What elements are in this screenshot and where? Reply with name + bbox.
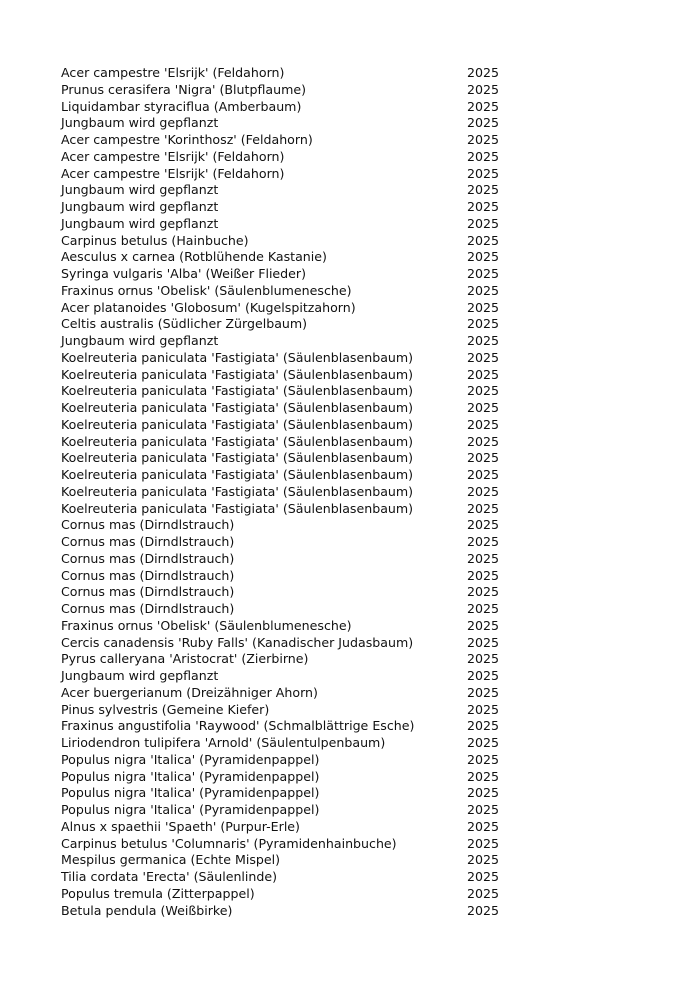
tree-name: Populus nigra 'Italica' (Pyramidenpappel) xyxy=(61,802,320,817)
list-item xyxy=(61,852,501,869)
tree-name: Prunus cerasifera 'Nigra' (Blutpflaume) xyxy=(61,81,307,97)
planting-year: 2025 xyxy=(467,735,500,750)
tree-name: Acer campestre 'Elsrijk' (Feldahorn) xyxy=(61,148,285,164)
list-item xyxy=(61,283,501,300)
list-item xyxy=(61,367,501,384)
tree-name: Mespilus germanica (Echte Mispel) xyxy=(61,852,281,868)
tree-name: Koelreuteria paniculata 'Fastigiata' (Säulenblasenbaum) xyxy=(61,400,414,415)
tree-name: Celtis australis (Südlicher Zürgelbaum) xyxy=(61,316,308,332)
list-item xyxy=(61,434,501,451)
tree-name: Jungbaum wird gepflanzt xyxy=(61,115,219,131)
tree-name: Koelreuteria paniculata 'Fastigiata' (Säulenblasenbaum) xyxy=(61,349,414,365)
planting-year: 2025 xyxy=(467,584,500,600)
planting-year: 2025 xyxy=(467,65,500,80)
planting-year: 2025 xyxy=(467,383,500,399)
planting-year: 2025 xyxy=(467,751,500,767)
planting-year: 2025 xyxy=(467,450,500,466)
tree-name: Fraxinus ornus 'Obelisk' (Säulenblumenesche) xyxy=(61,617,352,633)
planting-year: 2025 xyxy=(467,550,500,566)
planting-year: 2025 xyxy=(467,282,500,298)
tree-name: Cornus mas (Dirndlstrauch) xyxy=(61,567,235,583)
tree-name: Populus nigra 'Italica' (Pyramidenpappel) xyxy=(61,751,320,767)
planting-year: 2025 xyxy=(467,333,500,348)
planting-year: 2025 xyxy=(467,483,500,499)
planting-year: 2025 xyxy=(467,534,500,549)
planting-year: 2025 xyxy=(467,701,500,717)
list-item xyxy=(61,216,501,233)
tree-name: Syringa vulgaris 'Alba' (Weißer Flieder) xyxy=(61,266,307,281)
planting-year: 2025 xyxy=(467,869,500,884)
list-item xyxy=(61,534,501,551)
list-item xyxy=(61,635,501,652)
planting-year: 2025 xyxy=(467,785,500,801)
list-item xyxy=(61,836,501,853)
list-item xyxy=(61,618,501,635)
planting-year: 2025 xyxy=(467,299,500,315)
list-item xyxy=(61,568,501,585)
planting-year: 2025 xyxy=(467,115,500,131)
list-item xyxy=(61,182,501,199)
list-item xyxy=(61,82,501,99)
list-item xyxy=(61,584,501,601)
list-item xyxy=(61,249,501,266)
tree-name: Koelreuteria paniculata 'Fastigiata' (Säulenblasenbaum) xyxy=(61,366,414,382)
list-item xyxy=(61,350,501,367)
list-item xyxy=(61,735,501,752)
tree-name: Cornus mas (Dirndlstrauch) xyxy=(61,601,235,616)
tree-name: Acer campestre 'Elsrijk' (Feldahorn) xyxy=(61,165,285,181)
list-item xyxy=(61,903,501,920)
list-item xyxy=(61,651,501,668)
list-item xyxy=(61,869,501,886)
tree-name: Cercis canadensis 'Ruby Falls' (Kanadischer Judasbaum) xyxy=(61,634,414,650)
planting-year: 2025 xyxy=(467,400,500,415)
tree-name: Acer platanoides 'Globosum' (Kugelspitzahorn) xyxy=(61,299,356,315)
tree-name: Jungbaum wird gepflanzt xyxy=(61,199,219,214)
tree-name: Koelreuteria paniculata 'Fastigiata' (Säulenblasenbaum) xyxy=(61,500,414,516)
tree-name: Koelreuteria paniculata 'Fastigiata' (Säulenblasenbaum) xyxy=(61,433,414,449)
planting-year: 2025 xyxy=(467,684,500,700)
tree-name: Cornus mas (Dirndlstrauch) xyxy=(61,584,235,600)
tree-name: Fraxinus angustifolia 'Raywood' (Schmalblättrige Esche) xyxy=(61,718,415,734)
tree-name: Jungbaum wird gepflanzt xyxy=(61,333,219,348)
list-item xyxy=(61,785,501,802)
planting-year: 2025 xyxy=(467,215,500,231)
tree-name: Pyrus calleryana 'Aristocrat' (Zierbirne) xyxy=(61,651,309,667)
list-item xyxy=(61,501,501,518)
tree-name: Koelreuteria paniculata 'Fastigiata' (Säulenblasenbaum) xyxy=(61,467,414,482)
planting-year: 2025 xyxy=(467,349,500,365)
list-item xyxy=(61,450,501,467)
tree-name: Cornus mas (Dirndlstrauch) xyxy=(61,550,235,566)
planting-year: 2025 xyxy=(467,433,500,449)
planting-year: 2025 xyxy=(467,467,500,482)
planting-year: 2025 xyxy=(467,148,500,164)
tree-name: Koelreuteria paniculata 'Fastigiata' (Säulenblasenbaum) xyxy=(61,383,414,399)
planting-year: 2025 xyxy=(467,651,500,667)
tree-name: Jungbaum wird gepflanzt xyxy=(61,182,219,198)
tree-name: Populus nigra 'Italica' (Pyramidenpappel) xyxy=(61,768,320,784)
planting-year: 2025 xyxy=(467,165,500,181)
tree-name: Pinus sylvestris (Gemeine Kiefer) xyxy=(61,701,270,717)
planting-year: 2025 xyxy=(467,567,500,583)
list-item xyxy=(61,199,501,216)
list-item xyxy=(61,132,501,149)
planting-year: 2025 xyxy=(467,316,500,332)
planting-year: 2025 xyxy=(467,182,500,198)
list-item xyxy=(61,316,501,333)
tree-name: Fraxinus ornus 'Obelisk' (Säulenblumenesche) xyxy=(61,282,352,298)
list-item xyxy=(61,115,501,132)
list-item xyxy=(61,769,501,786)
tree-name: Acer campestre 'Elsrijk' (Feldahorn) xyxy=(61,65,285,80)
tree-name: Koelreuteria paniculata 'Fastigiata' (Säulenblasenbaum) xyxy=(61,416,414,432)
planting-year: 2025 xyxy=(467,266,500,281)
list-item xyxy=(61,233,501,250)
planting-year: 2025 xyxy=(467,98,500,114)
tree-name: Carpinus betulus 'Columnaris' (Pyramidenhainbuche) xyxy=(61,835,397,851)
planting-year: 2025 xyxy=(467,852,500,868)
tree-name: Cornus mas (Dirndlstrauch) xyxy=(61,517,235,533)
list-item xyxy=(61,333,501,350)
list-item xyxy=(61,149,501,166)
planting-year: 2025 xyxy=(467,835,500,851)
tree-planting-list xyxy=(61,65,501,919)
tree-name: Populus nigra 'Italica' (Pyramidenpappel) xyxy=(61,785,320,801)
list-item xyxy=(61,886,501,903)
list-item xyxy=(61,517,501,534)
tree-name: Populus tremula (Zitterpappel) xyxy=(61,885,255,901)
planting-year: 2025 xyxy=(467,132,500,147)
list-item xyxy=(61,266,501,283)
tree-name: Acer buergerianum (Dreizähniger Ahorn) xyxy=(61,684,318,700)
list-item xyxy=(61,467,501,484)
tree-name: Liriodendron tulipifera 'Arnold' (Säulentulpenbaum) xyxy=(61,735,386,750)
list-item xyxy=(61,601,501,618)
tree-name: Liquidambar styraciflua (Amberbaum) xyxy=(61,98,302,114)
planting-year: 2025 xyxy=(467,617,500,633)
planting-year: 2025 xyxy=(467,81,500,97)
planting-year: 2025 xyxy=(467,768,500,784)
list-item xyxy=(61,802,501,819)
planting-year: 2025 xyxy=(467,232,500,248)
planting-year: 2025 xyxy=(467,601,500,616)
tree-name: Alnus x spaethii 'Spaeth' (Purpur-Erle) xyxy=(61,818,300,834)
list-item xyxy=(61,668,501,685)
planting-year: 2025 xyxy=(467,634,500,650)
list-item xyxy=(61,65,501,82)
planting-year: 2025 xyxy=(467,500,500,516)
list-item xyxy=(61,819,501,836)
tree-name: Jungbaum wird gepflanzt xyxy=(61,668,219,683)
planting-year: 2025 xyxy=(467,366,500,382)
tree-name: Jungbaum wird gepflanzt xyxy=(61,215,219,231)
tree-name: Acer campestre 'Korinthosz' (Feldahorn) xyxy=(61,132,313,147)
list-item xyxy=(61,383,501,400)
planting-year: 2025 xyxy=(467,802,500,817)
tree-name: Carpinus betulus (Hainbuche) xyxy=(61,232,249,248)
list-item xyxy=(61,718,501,735)
planting-year: 2025 xyxy=(467,199,500,214)
planting-year: 2025 xyxy=(467,517,500,533)
planting-year: 2025 xyxy=(467,416,500,432)
list-item xyxy=(61,166,501,183)
planting-year: 2025 xyxy=(467,902,500,918)
list-item xyxy=(61,484,501,501)
list-item xyxy=(61,551,501,568)
tree-name: Betula pendula (Weißbirke) xyxy=(61,902,233,918)
tree-name: Koelreuteria paniculata 'Fastigiata' (Säulenblasenbaum) xyxy=(61,483,414,499)
list-item xyxy=(61,702,501,719)
list-item xyxy=(61,752,501,769)
tree-name: Tilia cordata 'Erecta' (Säulenlinde) xyxy=(61,869,278,884)
planting-year: 2025 xyxy=(467,718,500,734)
tree-name: Koelreuteria paniculata 'Fastigiata' (Säulenblasenbaum) xyxy=(61,450,414,466)
list-item xyxy=(61,300,501,317)
list-item xyxy=(61,417,501,434)
list-item xyxy=(61,400,501,417)
list-item xyxy=(61,685,501,702)
planting-year: 2025 xyxy=(467,885,500,901)
tree-name: Cornus mas (Dirndlstrauch) xyxy=(61,534,235,549)
planting-year: 2025 xyxy=(467,818,500,834)
planting-year: 2025 xyxy=(467,668,500,683)
tree-name: Aesculus x carnea (Rotblühende Kastanie) xyxy=(61,249,327,265)
planting-year: 2025 xyxy=(467,249,500,265)
list-item xyxy=(61,99,501,116)
